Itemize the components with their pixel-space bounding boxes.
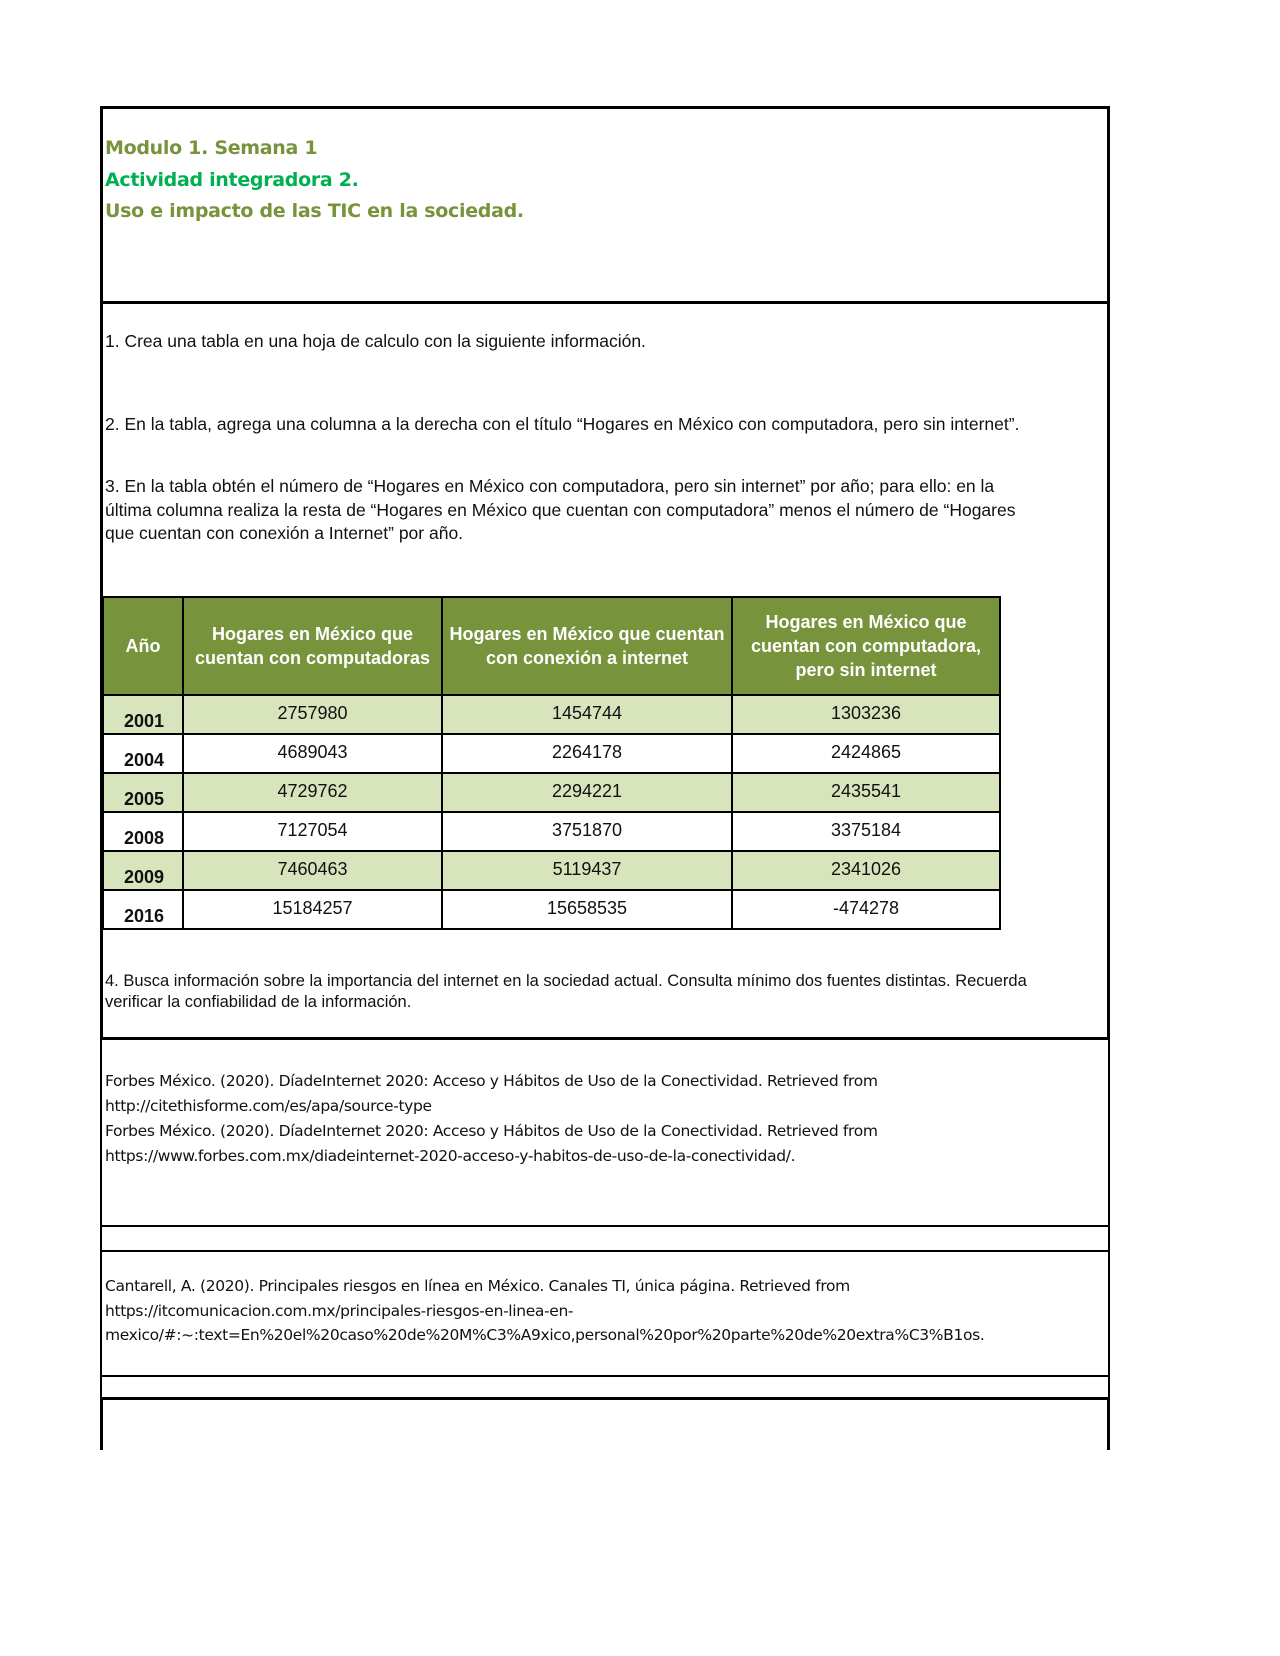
divider	[100, 1397, 1110, 1400]
table-row	[103, 890, 1000, 929]
internet-cell: 15658535	[442, 890, 732, 929]
table-row	[103, 773, 1000, 812]
no-internet-cell: 3375184	[732, 812, 1000, 851]
no-internet-cell: 2424865	[732, 734, 1000, 773]
computers-cell: 15184257	[183, 890, 442, 929]
column-header-computers-no-internet: Hogares en México que cuentan con computadora, pero sin internet	[732, 597, 1000, 695]
year-cell: 2009	[103, 851, 183, 890]
left-border	[100, 1398, 103, 1450]
no-internet-cell: 2435541	[732, 773, 1000, 812]
computers-cell: 7127054	[183, 812, 442, 851]
instruction-step-2: 2. En la tabla, agrega una columna a la derecha con el título “Hogares en México con computadora, pero sin internet”.	[105, 414, 1020, 434]
reference-line: Cantarell, A. (2020). Principales riesgos en línea en México. Canales TI, única página. Retrieved from	[105, 1277, 850, 1295]
instruction-step-4-line-1: 4. Busca información sobre la importancia del internet en la sociedad actual. Consulta mínimo dos fuentes distintas. Recuerda	[105, 972, 1027, 990]
module-title: Modulo 1. Semana 1	[105, 137, 318, 159]
no-internet-cell: 2341026	[732, 851, 1000, 890]
column-header-internet: Hogares en México que cuentan con conexión a internet	[442, 597, 732, 695]
households-table	[102, 596, 1001, 930]
column-header-year: Año	[103, 597, 183, 695]
table-row	[103, 695, 1000, 734]
instruction-step-3-line-1: 3. En la tabla obtén el número de “Hogares en México con computadora, pero sin internet” por año; para ello: en la	[105, 476, 995, 496]
computers-cell: 2757980	[183, 695, 442, 734]
reference-line: http://citethisforme.com/es/apa/source-type	[105, 1097, 432, 1115]
instruction-step-3-line-2: última columna realiza la resta de “Hogares en México que cuentan con computadora” menos el número de “Hogares	[105, 500, 1016, 520]
year-cell: 2001	[103, 695, 183, 734]
year-cell: 2005	[103, 773, 183, 812]
reference-line: https://www.forbes.com.mx/diadeinternet-2020-acceso-y-habitos-de-uso-de-la-conectividad/.	[105, 1147, 796, 1165]
empty-row-1	[100, 1225, 1110, 1252]
instruction-step-3-line-3: que cuentan con conexión a Internet” por año.	[105, 523, 464, 543]
internet-cell: 1454744	[442, 695, 732, 734]
year-cell: 2004	[103, 734, 183, 773]
table-header-row	[103, 597, 1000, 695]
reference-line: Forbes México. (2020). DíadeInternet 2020: Acceso y Hábitos de Uso de la Conectividad. Retrieved from	[105, 1122, 878, 1140]
instruction-step-4-line-2: verificar la confiabilidad de la información.	[105, 993, 412, 1011]
computers-cell: 7460463	[183, 851, 442, 890]
internet-cell: 5119437	[442, 851, 732, 890]
table-row	[103, 734, 1000, 773]
topic-title: Uso e impacto de las TIC en la sociedad.	[105, 200, 524, 222]
table-row	[103, 812, 1000, 851]
computers-cell: 4729762	[183, 773, 442, 812]
no-internet-cell: -474278	[732, 890, 1000, 929]
reference-line: mexico/#:~:text=En%20el%20caso%20de%20M%C3%A9xico,personal%20por%20parte%20de%20extra%C3%B1os.	[105, 1326, 985, 1344]
activity-title: Actividad integradora 2.	[105, 169, 359, 191]
reference-line: Forbes México. (2020). DíadeInternet 2020: Acceso y Hábitos de Uso de la Conectividad. Retrieved from	[105, 1072, 878, 1090]
table-row	[103, 851, 1000, 890]
internet-cell: 2264178	[442, 734, 732, 773]
instruction-step-1: 1. Crea una tabla en una hoja de calculo con la siguiente información.	[105, 331, 646, 351]
internet-cell: 2294221	[442, 773, 732, 812]
internet-cell: 3751870	[442, 812, 732, 851]
year-cell: 2008	[103, 812, 183, 851]
reference-line: https://itcomunicacion.com.mx/principales-riesgos-en-linea-en-	[105, 1302, 574, 1320]
year-cell: 2016	[103, 890, 183, 929]
right-border	[1107, 1398, 1110, 1450]
computers-cell: 4689043	[183, 734, 442, 773]
column-header-computers: Hogares en México que cuentan con computadoras	[183, 597, 442, 695]
no-internet-cell: 1303236	[732, 695, 1000, 734]
